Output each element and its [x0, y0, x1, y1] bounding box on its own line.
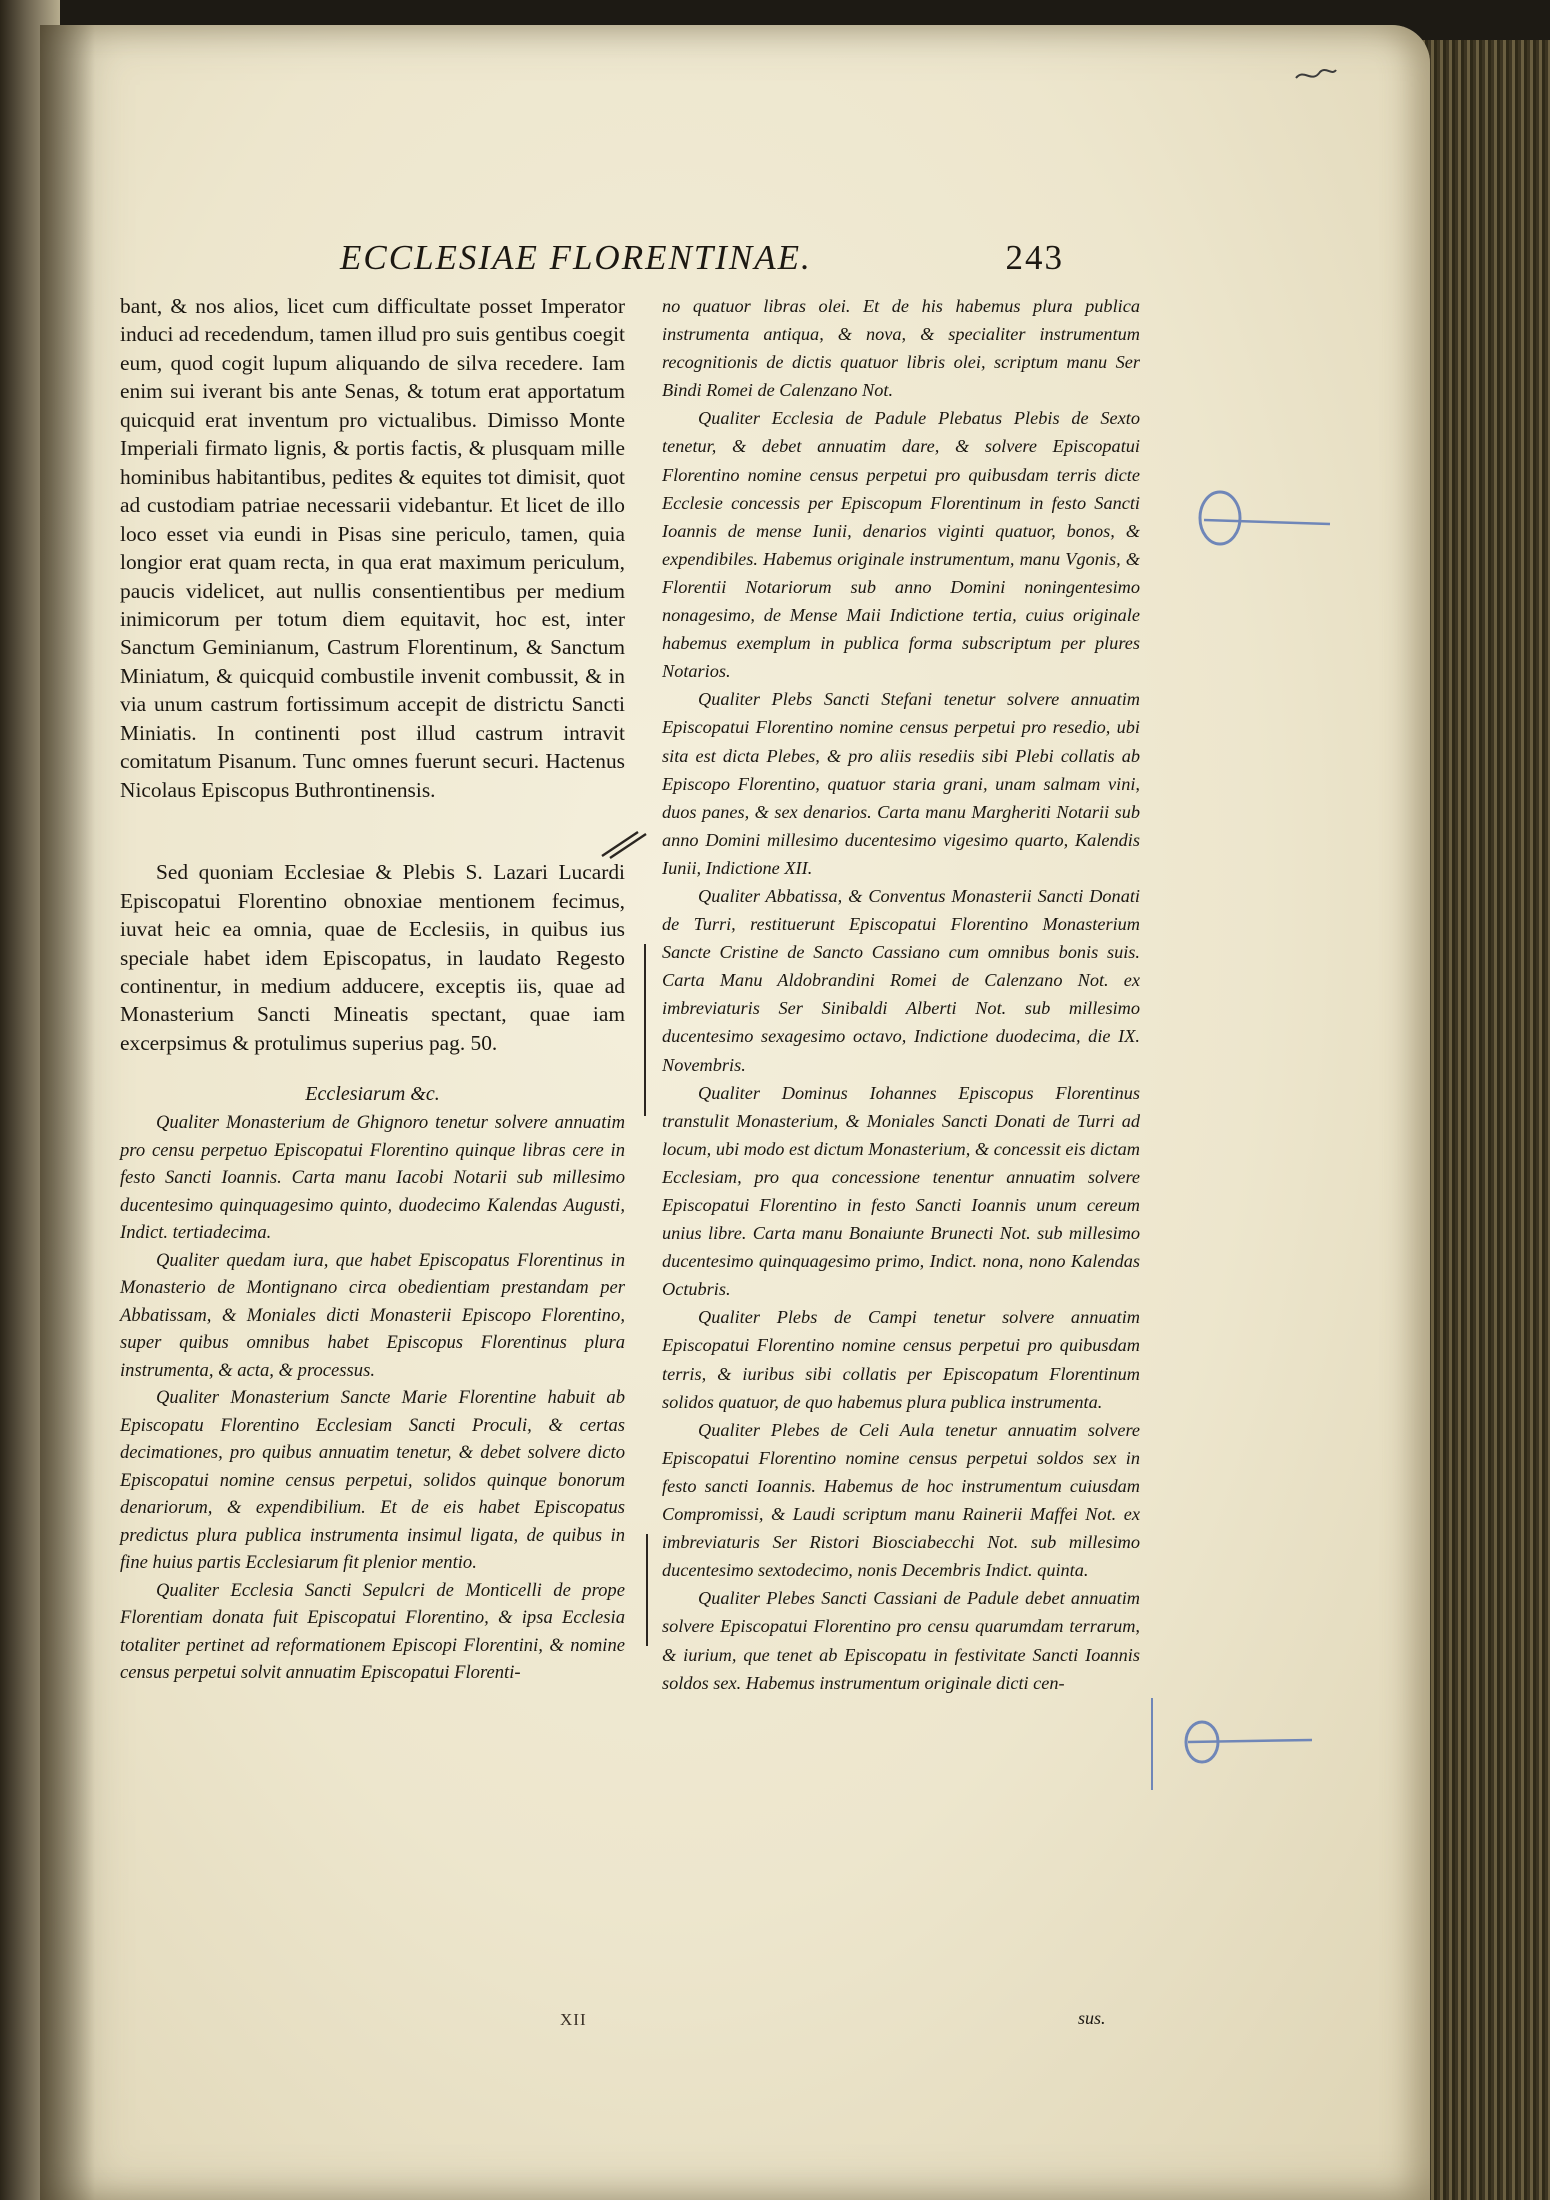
corner-pencil-mark-icon — [1290, 60, 1340, 90]
entry-paragraph: Qualiter Abbatissa, & Conventus Monasterii Sancti Donati de Turri, restituerunt Episcopatui Florentino Monasterium Sancte Cristine de Sancto Cassiano cum omnibus bonis suis. Carta Manu Aldobrandini Romei de Calenzano Not. ex imbreviaturis Ser Sinibaldi Alberti Not. sub millesimo ducentesimo sexagesimo octavo, Indictione duodecima, die IX. Novembris. — [662, 885, 1140, 1075]
running-head-title: ECCLESIAE FLORENTINAE. — [340, 238, 812, 277]
entry-paragraph: no quatuor libras olei. Et de his habemus plura publica instrumenta antiqua, & nova, & specialiter instrumentum recognitionis de dictis quatuor libris olei, scriptum manu Ser Bindi Romei de Calenzano Not. — [662, 296, 1140, 401]
right-column — [662, 292, 1140, 1697]
paragraph: Sed quoniam Ecclesiae & Plebis S. Lazari Lucardi Episcopatui Florentino obnoxiae mentionem fecimus, iuvat heic ea omnia, quae de Ecclesiis, in quibus ius speciale habet idem Episcopatus, in laudato Regesto continentur, in medium adducere, exceptis iis, quae ad Monasterium Sancti Mineatis spectant, quae iam excerpsimus & protulimus superius pag. 50. — [120, 860, 625, 1055]
entry-paragraph: Qualiter quedam iura, que habet Episcopatus Florentinus in Monasterio de Montignano circa obedientiam prestandam per Abbatissam, & Moniales dicti Monasterii Episcopo Florentino, super quibus omnibus habet Episcopus Florentinus plura instrumenta, & acta, & processus. — [120, 1249, 625, 1381]
margin-bar-icon — [642, 1530, 652, 1650]
circle-arrow-icon — [1140, 1690, 1320, 1800]
running-head — [340, 238, 1100, 288]
entry-paragraph: Qualiter Monasterium de Ghignoro tenetur solvere annuatim pro censu perpetuo Episcopatui Florentino quinque libras cere in festo Sancti Ioannis. Carta manu Iacobi Notarii sub millesimo ducentesimo quinquagesimo quinto, duodecimo Kalendas Augusti, Indict. tertiadecima. — [120, 1112, 625, 1244]
entry-paragraph: Qualiter Plebs de Campi tenetur solvere annuatim Episcopatui Florentino nomine census perpetui pro quibusdam terris, & iuribus sibi collatis per Episcopatum Florentinum solidos quatuor, de quo habemus plura publica instrumenta. — [662, 1307, 1140, 1412]
page-number: 243 — [1005, 238, 1064, 277]
entry-paragraph: Qualiter Plebes de Celi Aula tenetur annuatim solvere Episcopatui Florentino nomine census perpetui soldos sex in festo sancti Ioannis. Habemus de hoc instrumentum cuiusdam Compromissi, & Laudi scriptum manu Rainerii Maffei Not. ex imbreviaturis Ser Ristori Biosciabecchi Not. sub millesimo ducentesimo sextodecimo, nonis Decembris Indict. quinta. — [662, 1419, 1140, 1581]
catchword: sus. — [1078, 2008, 1106, 2028]
signature-mark: XII — [560, 2010, 587, 2029]
left-column — [120, 292, 625, 1687]
section-heading: Ecclesiarum &c. — [305, 1083, 440, 1106]
entry-paragraph: Qualiter Plebs Sancti Stefani tenetur solvere annuatim Episcopatui Florentino nomine census perpetui pro resedio, ubi sita est dicta Plebes, & pro aliis resediis sibi Plebi collatis ab Episcopo Florentino, quatuor staria grani, unam salmam vini, duos panes, & sex denarios. Carta manu Margheriti Notarii sub anno Domini millesimo ducentesimo vigesimo quarto, Kalendis Iunii, Indictione XII. — [662, 689, 1140, 878]
entry-paragraph: Qualiter Dominus Iohannes Episcopus Florentinus transtulit Monasterium, & Moniales Sancti Donati de Turri ad locum, ubi modo est dictum Monasterium, & concessit eis dictam Ecclesiam, pro qua concessione tenentur annuatim solvere Episcopatui Florentino in festo Sancti Ioannis unum cereum unius libre. Carta manu Bonaiunte Brunecti Not. sub millesimo ducentesimo quinquagesimo primo, Indict. nona, nono Kalendas Octubris. — [662, 1082, 1140, 1300]
entry-paragraph: Qualiter Ecclesia Sancti Sepulcri de Monticelli de prope Florentiam donata fuit Episcopatui Florentino, & ipsa Ecclesia totaliter pertinet ad reformationem Episcopi Florentini, & nomine census perpetui solvit annuatim Episcopatui Florenti- — [120, 1579, 625, 1684]
circle-arrow-icon — [1180, 480, 1340, 560]
book-fore-edge — [1410, 40, 1550, 2200]
binding-shadow — [40, 25, 95, 2200]
entry-paragraph: Qualiter Ecclesia de Padule Plebatus Plebis de Sexto tenetur, & debet annuatim dare, & solvere Episcopatui Florentino nomine census perpetui pro quibusdam terris dicte Ecclesie concessis per Episcopum Florentinum in festo Sancti Ioannis de mense Iunii, denarios viginti quatuor, bonos, & expendibiles. Habemus originale instrumentum, manu Vgonis, & Florentii Notariorum sub anno Domini noningentesimo nonagesimo, de Mense Maii Indictione tertia, cuius originale habemus exemplum in publica forma subscriptum per plures Notarios. — [662, 408, 1140, 682]
entry-paragraph: Qualiter Monasterium Sancte Marie Florentine habuit ab Episcopatu Florentino Ecclesiam Sancti Proculi, & certas decimationes, pro quibus annuatim tenetur, & debet solvere dicto Episcopatui nomine census perpetui, solidos quinque bonorum denariorum, & expendibilium. Et de eis habet Episcopatus predictus plura publica instrumenta insimul ligata, de quibus in fine huius partis Ecclesiarum fit plenior mentio. — [120, 1387, 625, 1574]
pen-slash-icon — [598, 826, 650, 860]
entry-paragraph: Qualiter Plebes Sancti Cassiani de Padule debet annuatim solvere Episcopatui Florentino pro censu quarumdam terrarum, & iurium, que tenet ab Episcopatu in festivitate Sancti Ioannis soldos sex. Habemus instrumentum originale dicti cen- — [662, 1588, 1140, 1693]
margin-bar-icon — [640, 940, 650, 1120]
paragraph: bant, & nos alios, licet cum difficultate posset Imperator induci ad recedendum, tamen illud pro suis gentibus coegit eum, quod cogit lupum aliquando de silva recedere. Iam enim sui iverant bis ante Senas, & totum erat apportatum quicquid erat inventum pro victualibus. Dimisso Monte Imperiali firmato lignis, & portis factis, & plusquam mille hominibus habitantibus, pedites & equites tot dimisit, quot ad custodiam patriae necessarii videbantur. Et licet de illo loco esset via eundi in Pisas sine periculo, tamen, quia longior erat quam recta, in qua erat maximum periculum, paucis videlicet, aut nullis consentientibus per medium inimicorum per totum diem equitavit, hoc est, inter Sanctum Geminianum, Castrum Florentinum, & Sanctum Miniatum, & quicquid combustile invenit combussit, & in via unum castrum fortissimum accepit de districtu Sancti Miniatis. In continenti post illud castrum intravit comitatum Pisanum. Tunc omnes fuerunt securi. Hactenus Nicolaus Episcopus Buthrontinensis. — [120, 294, 625, 802]
